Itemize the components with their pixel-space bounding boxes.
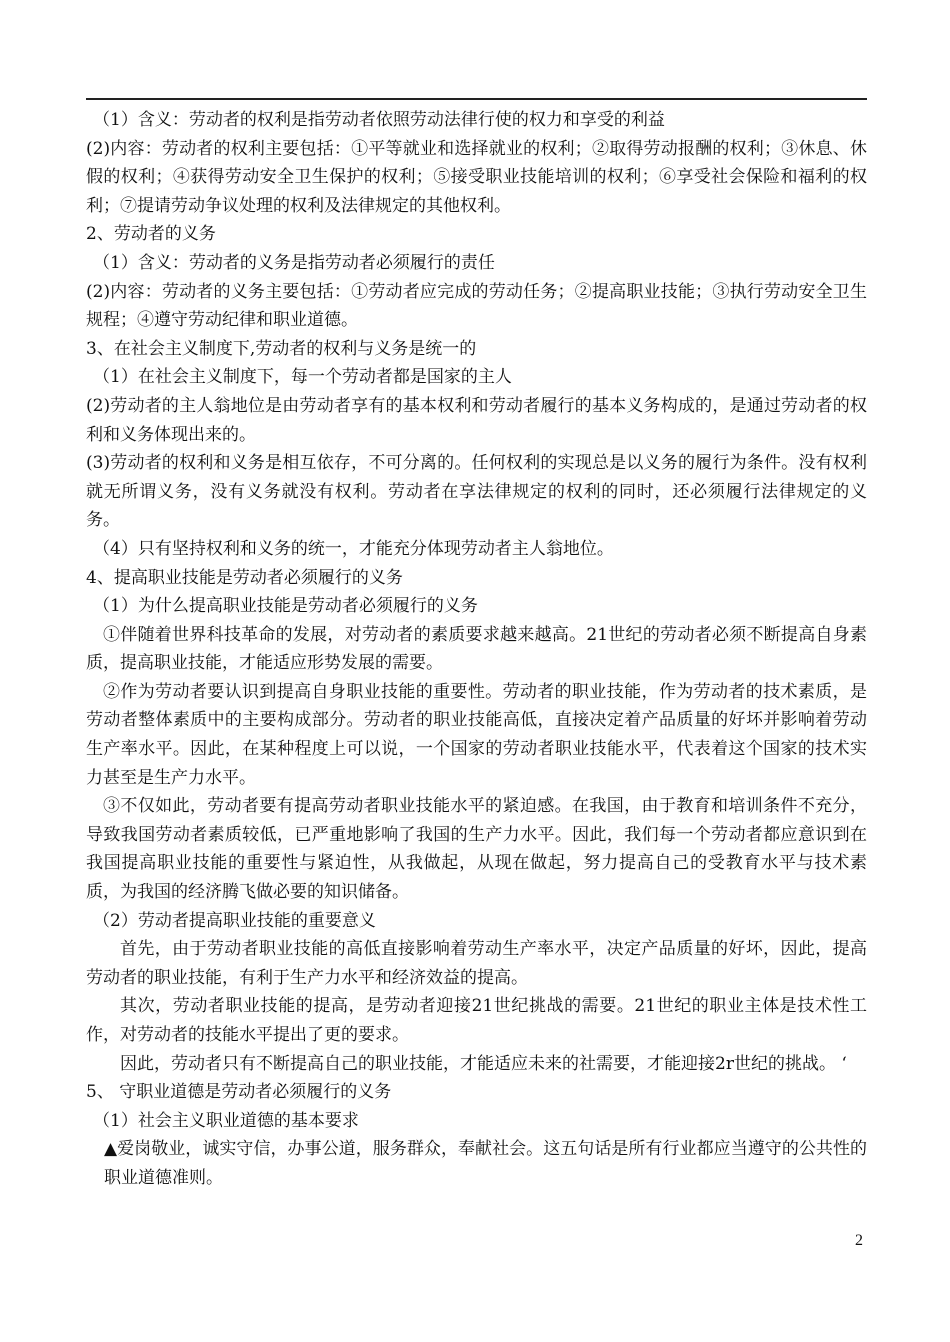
paragraph: （1）为什么提高职业技能是劳动者必须履行的义务	[93, 596, 478, 617]
paragraph: 其次，劳动者职业技能的提高，是劳动者迎接21世纪挑战的需要。21世纪的职业主体是技术性工作，对劳动者的技能水平提出了更的要求。	[86, 996, 867, 1045]
paragraph: (2)劳动者的主人翁地位是由劳动者享有的基本权利和劳动者履行的基本义务构成的，是通过劳动者的权利和义务体现出来的。	[86, 395, 867, 445]
paragraph: 2、劳动者的义务	[86, 224, 216, 245]
paragraph: （1）含义：劳动者的权利是指劳动者依照劳动法律行使的权力和享受的利益	[93, 110, 665, 130]
paragraph: ▲爱岗敬业，诚实守信，办事公道，服务群众，奉献社会。这五句话是所有行业都应当遵守的公共性的职业道德准则。	[104, 1139, 867, 1188]
paragraph: （4）只有坚持权利和义务的统一，才能充分体现劳动者主人翁地位。	[93, 538, 614, 559]
paragraph: ③不仅如此，劳动者要有提高劳动者职业技能水平的紧迫感。在我国，由于教育和培训条件不充分，导致我国劳动者素质较低，已严重地影响了我国的生产力水平。因此，我们每一个劳动者都应意识到在我国提高职业技能的重要性与紧迫性，从我做起，从现在做起，努力提高自己的受教育水平与技术素质，为我国的经济腾飞做必要的知识储备。	[86, 796, 867, 903]
paragraph: 首先，由于劳动者职业技能的高低直接影响着劳动生产率水平，决定产品质量的好坏，因此，提高劳动者的职业技能，有利于生产力水平和经济效益的提高。	[86, 939, 867, 988]
paragraph: (2)内容：劳动者的权利主要包括：①平等就业和选择就业的权利；②取得劳动报酬的权利；③休息、休假的权利；④获得劳动安全卫生保护的权利；⑤接受职业技能培训的权利；⑥享受社会保险和福利的权利；⑦提请劳动争议处理的权利及法律规定的其他权利。	[86, 138, 867, 216]
paragraph: 因此，劳动者只有不断提高自己的职业技能，才能适应未来的社需要，才能迎接2r世纪的挑战。 ‘	[120, 1053, 847, 1074]
paragraph: （2）劳动者提高职业技能的重要意义	[93, 910, 376, 931]
paragraph: （1）在社会主义制度下，每一个劳动者都是国家的主人	[93, 367, 512, 388]
paragraph: ①伴随着世界科技革命的发展，对劳动者的素质要求越来越高。21世纪的劳动者必须不断提高自身素质，提高职业技能，才能适应形势发展的需要。	[86, 624, 867, 674]
paragraph: （1）社会主义职业道德的基本要求	[93, 1110, 359, 1131]
paragraph: 5、 守职业道德是劳动者必须履行的义务	[86, 1082, 392, 1103]
document-body	[86, 106, 867, 1193]
paragraph: （1）含义：劳动者的义务是指劳动者必须履行的责任	[93, 252, 495, 273]
paragraph: ②作为劳动者要认识到提高自身职业技能的重要性。劳动者的职业技能，作为劳动者的技术素质，是劳动者整体素质中的主要构成部分。劳动者的职业技能高低，直接决定着产品质量的好坏并影响着劳动生产率水平。因此，在某种程度上可以说，一个国家的劳动者职业技能水平，代表着这个国家的技术实力甚至是生产力水平。	[86, 681, 867, 788]
page-number: 2	[855, 1232, 863, 1249]
header-rule	[86, 98, 867, 100]
paragraph: 3、在社会主义制度下,劳动者的权利与义务是统一的	[86, 338, 477, 359]
paragraph: 4、提高职业技能是劳动者必须履行的义务	[86, 567, 403, 588]
paragraph: (3)劳动者的权利和义务是相互依存，不可分离的。任何权利的实现总是以义务的履行为条件。没有权利就无所谓义务，没有义务就没有权利。劳动者在享法律规定的权利的同时，还必须履行法律规定的义务。	[86, 453, 867, 531]
paragraph: (2)内容：劳动者的义务主要包括：①劳动者应完成的劳动任务；②提高职业技能；③执行劳动安全卫生规程；④遵守劳动纪律和职业道德。	[86, 281, 867, 331]
